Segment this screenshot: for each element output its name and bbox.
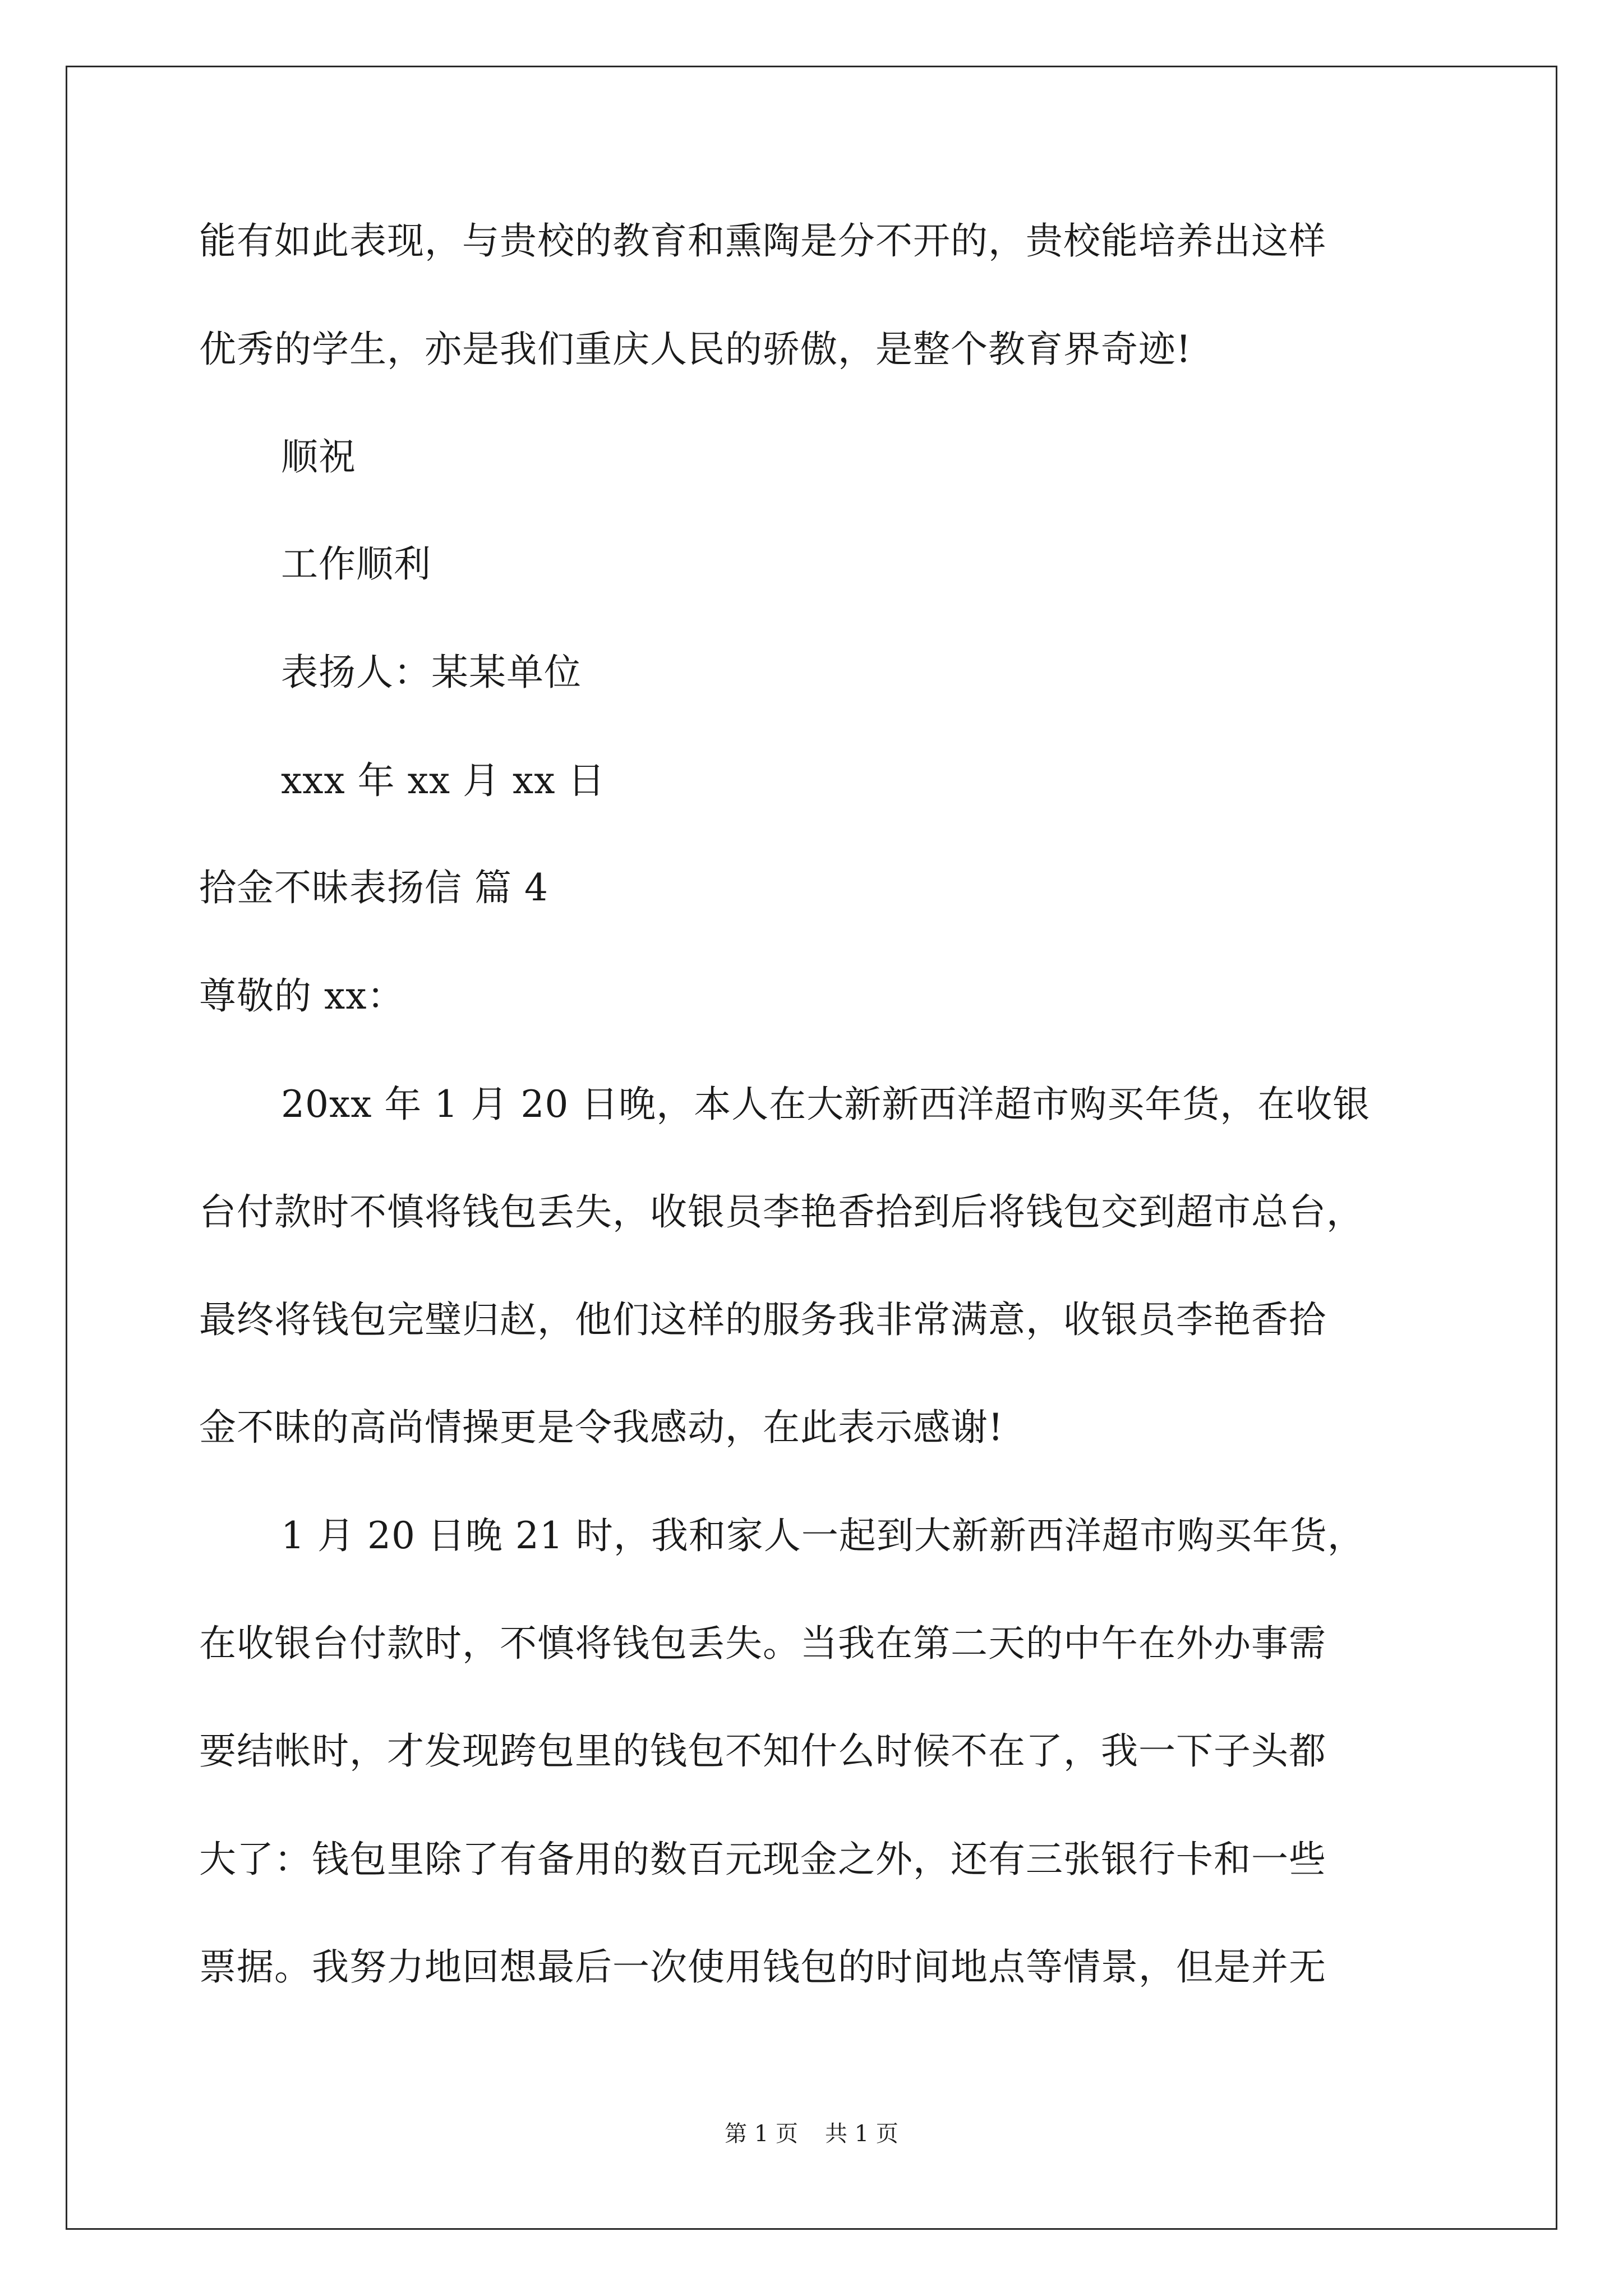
body-line: 20xx 年 1 月 20 日晚，本人在大新新西洋超市购买年货，在收银 <box>281 1083 1371 1126</box>
body-line: 能有如此表现，与贵校的教育和熏陶是分不开的，贵校能培养出这样 <box>199 219 1326 263</box>
date-line: xxx 年 xx 月 xx 日 <box>281 759 606 802</box>
body-line: 台付款时不慎将钱包丢失，收银员李艳香拾到后将钱包交到超市总台， <box>199 1190 1364 1234</box>
body-line: 最终将钱包完璧归赵，他们这样的服务我非常满意，收银员李艳香拾 <box>199 1298 1326 1341</box>
closing-wish: 工作顺利 <box>281 542 431 586</box>
body-line: 要结帐时，才发现跨包里的钱包不知什么时候不在了，我一下子头都 <box>199 1729 1326 1773</box>
signature-line: 表扬人：某某单位 <box>281 651 582 694</box>
body-line: 在收银台付款时，不慎将钱包丢失。当我在第二天的中午在外办事需 <box>199 1622 1326 1665</box>
page-border <box>66 66 1557 2230</box>
page-number: 第 1 页 <box>725 2121 798 2147</box>
page-total: 共 1 页 <box>825 2121 898 2147</box>
letter-greeting: 尊敬的 xx： <box>199 974 405 1018</box>
body-line: 票据。我努力地回想最后一次使用钱包的时间地点等情景，但是并无 <box>199 1945 1326 1989</box>
body-line: 大了：钱包里除了有备用的数百元现金之外，还有三张银行卡和一些 <box>199 1838 1326 1881</box>
section-heading: 拾金不昧表扬信 篇 4 <box>199 866 548 909</box>
body-line: 金不昧的高尚情操更是令我感动，在此表示感谢! <box>199 1406 1004 1449</box>
page-footer <box>0 2118 1623 2150</box>
body-line: 优秀的学生，亦是我们重庆人民的骄傲，是整个教育界奇迹! <box>199 328 1192 371</box>
closing-salutation: 顺祝 <box>281 435 356 478</box>
body-line: 1 月 20 日晚 21 时，我和家人一起到大新新西洋超市购买年货， <box>281 1514 1365 1557</box>
